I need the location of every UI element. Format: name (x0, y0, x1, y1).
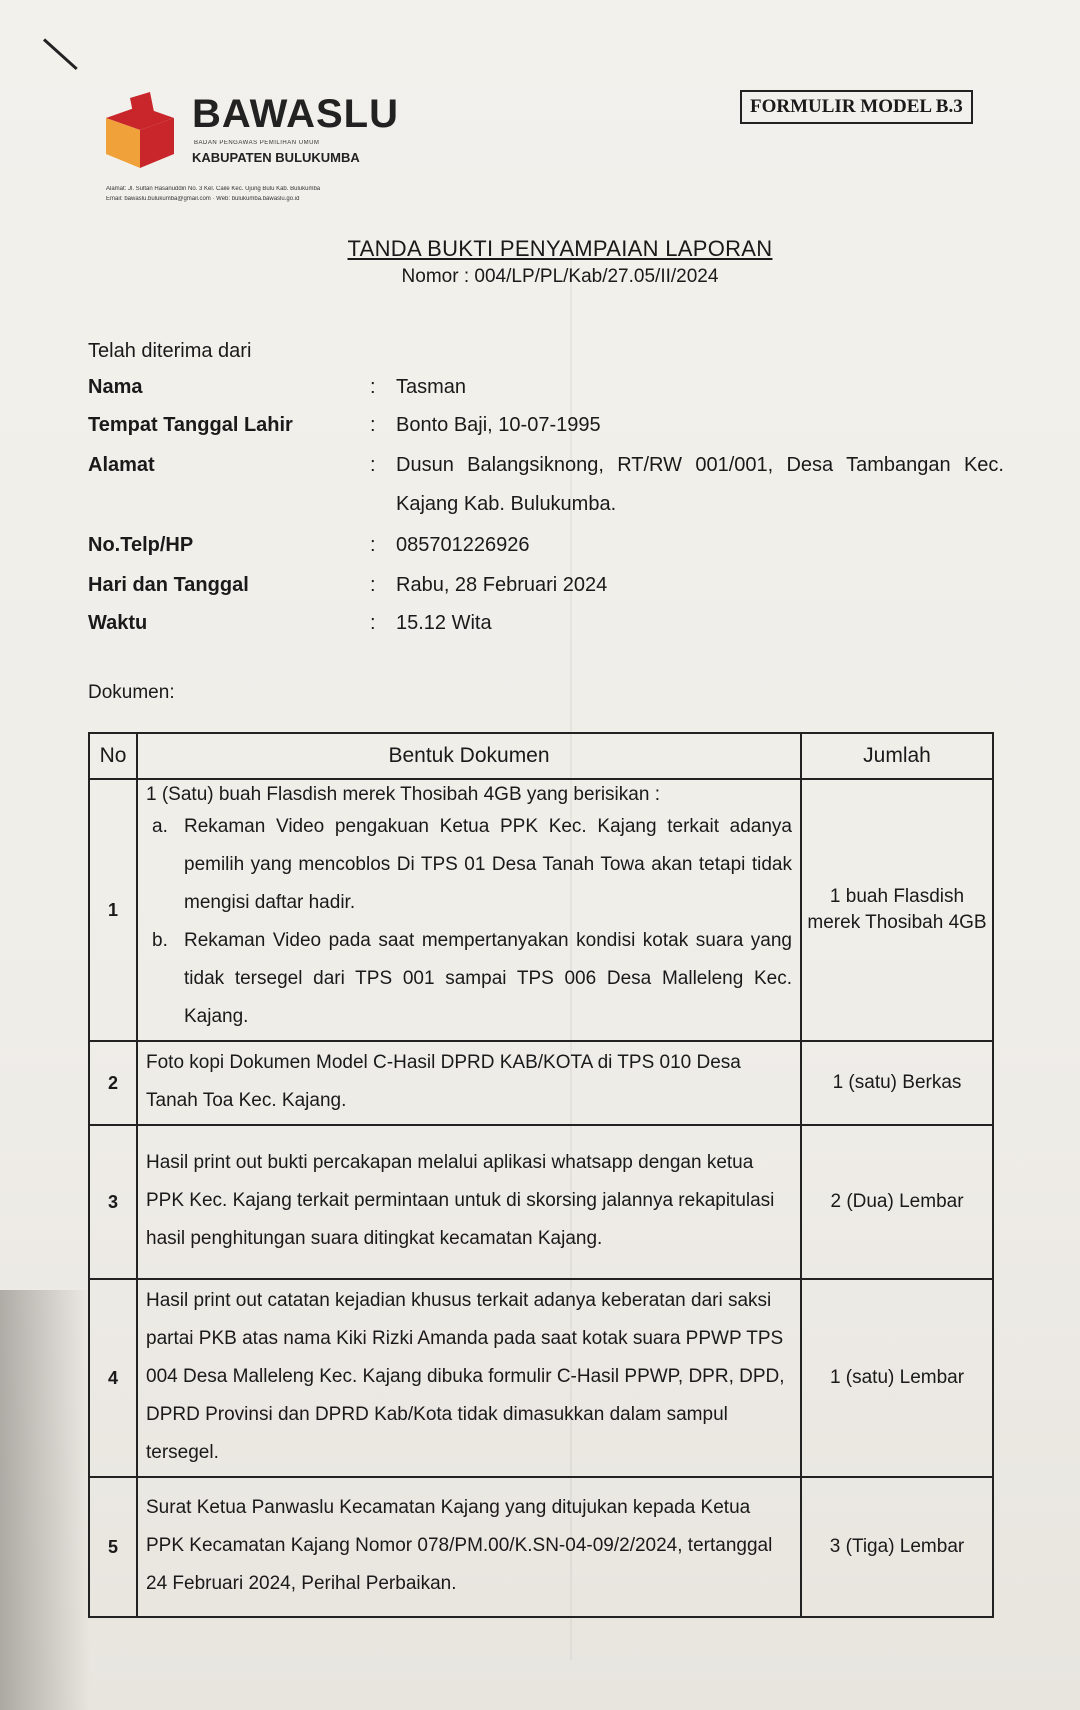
header-jumlah: Jumlah (801, 733, 993, 779)
subitem-b (146, 922, 792, 1036)
row-bentuk: Hasil print out bukti percakapan melalui aplikasi whatsapp dengan ketua PPK Kec. Kajang terkait permintaan untuk di skorsing jalannya rekapitulasi hasil penghitungan suara ditingkat kecamatan Kajang. (137, 1125, 801, 1279)
row-jumlah: 3 (Tiga) Lembar (801, 1477, 993, 1617)
field-label: No.Telp/HP (88, 534, 194, 556)
table-row (89, 1125, 993, 1279)
photo-shadow (0, 1290, 90, 1710)
field-value: Rabu, 28 Februari 2024 (396, 574, 608, 596)
row-no: 3 (89, 1125, 137, 1279)
row-no: 5 (89, 1477, 137, 1617)
bawaslu-logo (100, 92, 400, 212)
table-row (89, 1279, 993, 1477)
field-label: Tempat Tanggal Lahir (88, 414, 293, 436)
logo-title: BAWASLU (192, 92, 399, 136)
row-jumlah: 1 (satu) Berkas (801, 1041, 993, 1125)
field-value: 085701226926 (396, 534, 530, 556)
row-no: 2 (89, 1041, 137, 1125)
subitem-letter: b. (152, 930, 168, 951)
field-label: Waktu (88, 612, 148, 634)
field-label: Nama (88, 376, 143, 398)
field-waktu (88, 612, 1008, 650)
row-no: 4 (89, 1279, 137, 1477)
document-number: Nomor : 004/LP/PL/Kab/27.05/II/2024 (401, 266, 719, 287)
subitem-letter: a. (152, 816, 168, 837)
logo-kabupaten: KABUPATEN BULUKUMBA (192, 150, 360, 165)
field-nama (88, 376, 1008, 414)
document-title: TANDA BUKTI PENYAMPAIAN LAPORAN (347, 236, 773, 261)
ballot-box-logo-icon (100, 92, 180, 172)
form-model-label: FORMULIR MODEL B.3 (740, 90, 973, 124)
row-jumlah: 1 (satu) Lembar (801, 1279, 993, 1477)
subitem-text: Rekaman Video pada saat mempertanyakan kondisi kotak suara yang tidak tersegel dari TPS 001 sampai TPS 006 Desa Malleleng Kec. Kajang. (184, 930, 792, 1027)
field-value: Bonto Baji, 10-07-1995 (396, 414, 601, 436)
subitem-text: Rekaman Video pengakuan Ketua PPK Kec. Kajang terkait adanya pemilih yang mencoblos Di TPS 01 Desa Tanah Towa akan tetapi tidak mengisi daftar hadir. (184, 816, 792, 913)
reporter-fields (88, 376, 1008, 650)
field-value: Dusun Balangsiknong, RT/RW 001/001, Desa Tambangan Kec. Kajang Kab. Bulukumba. (396, 454, 1004, 515)
field-hari-tanggal (88, 574, 1008, 612)
row-bentuk: Foto kopi Dokumen Model C-Hasil DPRD KAB/KOTA di TPS 010 Desa Tanah Toa Kec. Kajang. (137, 1041, 801, 1125)
table-row (89, 1041, 993, 1125)
field-value: 15.12 Wita (396, 612, 492, 634)
row-bentuk (137, 779, 801, 1041)
field-colon: : (370, 454, 376, 476)
field-colon: : (370, 612, 376, 634)
pen-mark (43, 38, 78, 70)
field-label: Alamat (88, 454, 155, 476)
field-alamat (88, 454, 1008, 534)
field-colon: : (370, 414, 376, 436)
row-intro: 1 (Satu) buah Flasdish merek Thosibah 4GB yang berisikan : (146, 784, 660, 805)
row-no: 1 (89, 779, 137, 1041)
header-no: No (89, 733, 137, 779)
field-colon: : (370, 574, 376, 596)
field-colon: : (370, 534, 376, 556)
row-jumlah: 2 (Dua) Lembar (801, 1125, 993, 1279)
field-colon: : (370, 376, 376, 398)
logo-address-line-2: Email: bawaslu.bulukumba@gmail.com · Web: bulukumba.bawaslu.go.id (106, 196, 300, 202)
header-bentuk-dokumen: Bentuk Dokumen (137, 733, 801, 779)
received-from-label: Telah diterima dari (88, 340, 252, 362)
table-row (89, 1477, 993, 1617)
row-bentuk: Hasil print out catatan kejadian khusus terkait adanya keberatan dari saksi partai PKB atas nama Kiki Rizki Amanda pada saat kotak suara PPWP TPS 004 Desa Malleleng Kec. Kajang dibuka formulir C-Hasil PPWP, DPR, DPD, DPRD Provinsi dan DPRD Kab/Kota tidak dimasukkan dalam sampul tersegel. (137, 1279, 801, 1477)
logo-address-line-1: Alamat: Jl. Sultan Hasanuddin No. 3 Kel. Caile Kec. Ujung Bulu Kab. Bulukumba (106, 186, 321, 192)
documents-label: Dokumen: (88, 682, 175, 703)
table-row (89, 779, 993, 1041)
field-no-telp (88, 534, 1008, 574)
field-label: Hari dan Tanggal (88, 574, 249, 596)
logo-subtitle: BADAN PENGAWAS PEMILIHAN UMUM (194, 140, 320, 146)
table-header-row (89, 733, 993, 779)
subitem-a (146, 808, 792, 922)
field-value: Tasman (396, 376, 467, 398)
row-bentuk: Surat Ketua Panwaslu Kecamatan Kajang yang ditujukan kepada Ketua PPK Kecamatan Kajang Nomor 078/PM.00/K.SN-04-09/2/2024, tertanggal 24 Februari 2024, Perihal Perbaikan. (137, 1477, 801, 1617)
documents-table (88, 732, 994, 1618)
row-jumlah: 1 buah Flasdish merek Thosibah 4GB (801, 779, 993, 1041)
